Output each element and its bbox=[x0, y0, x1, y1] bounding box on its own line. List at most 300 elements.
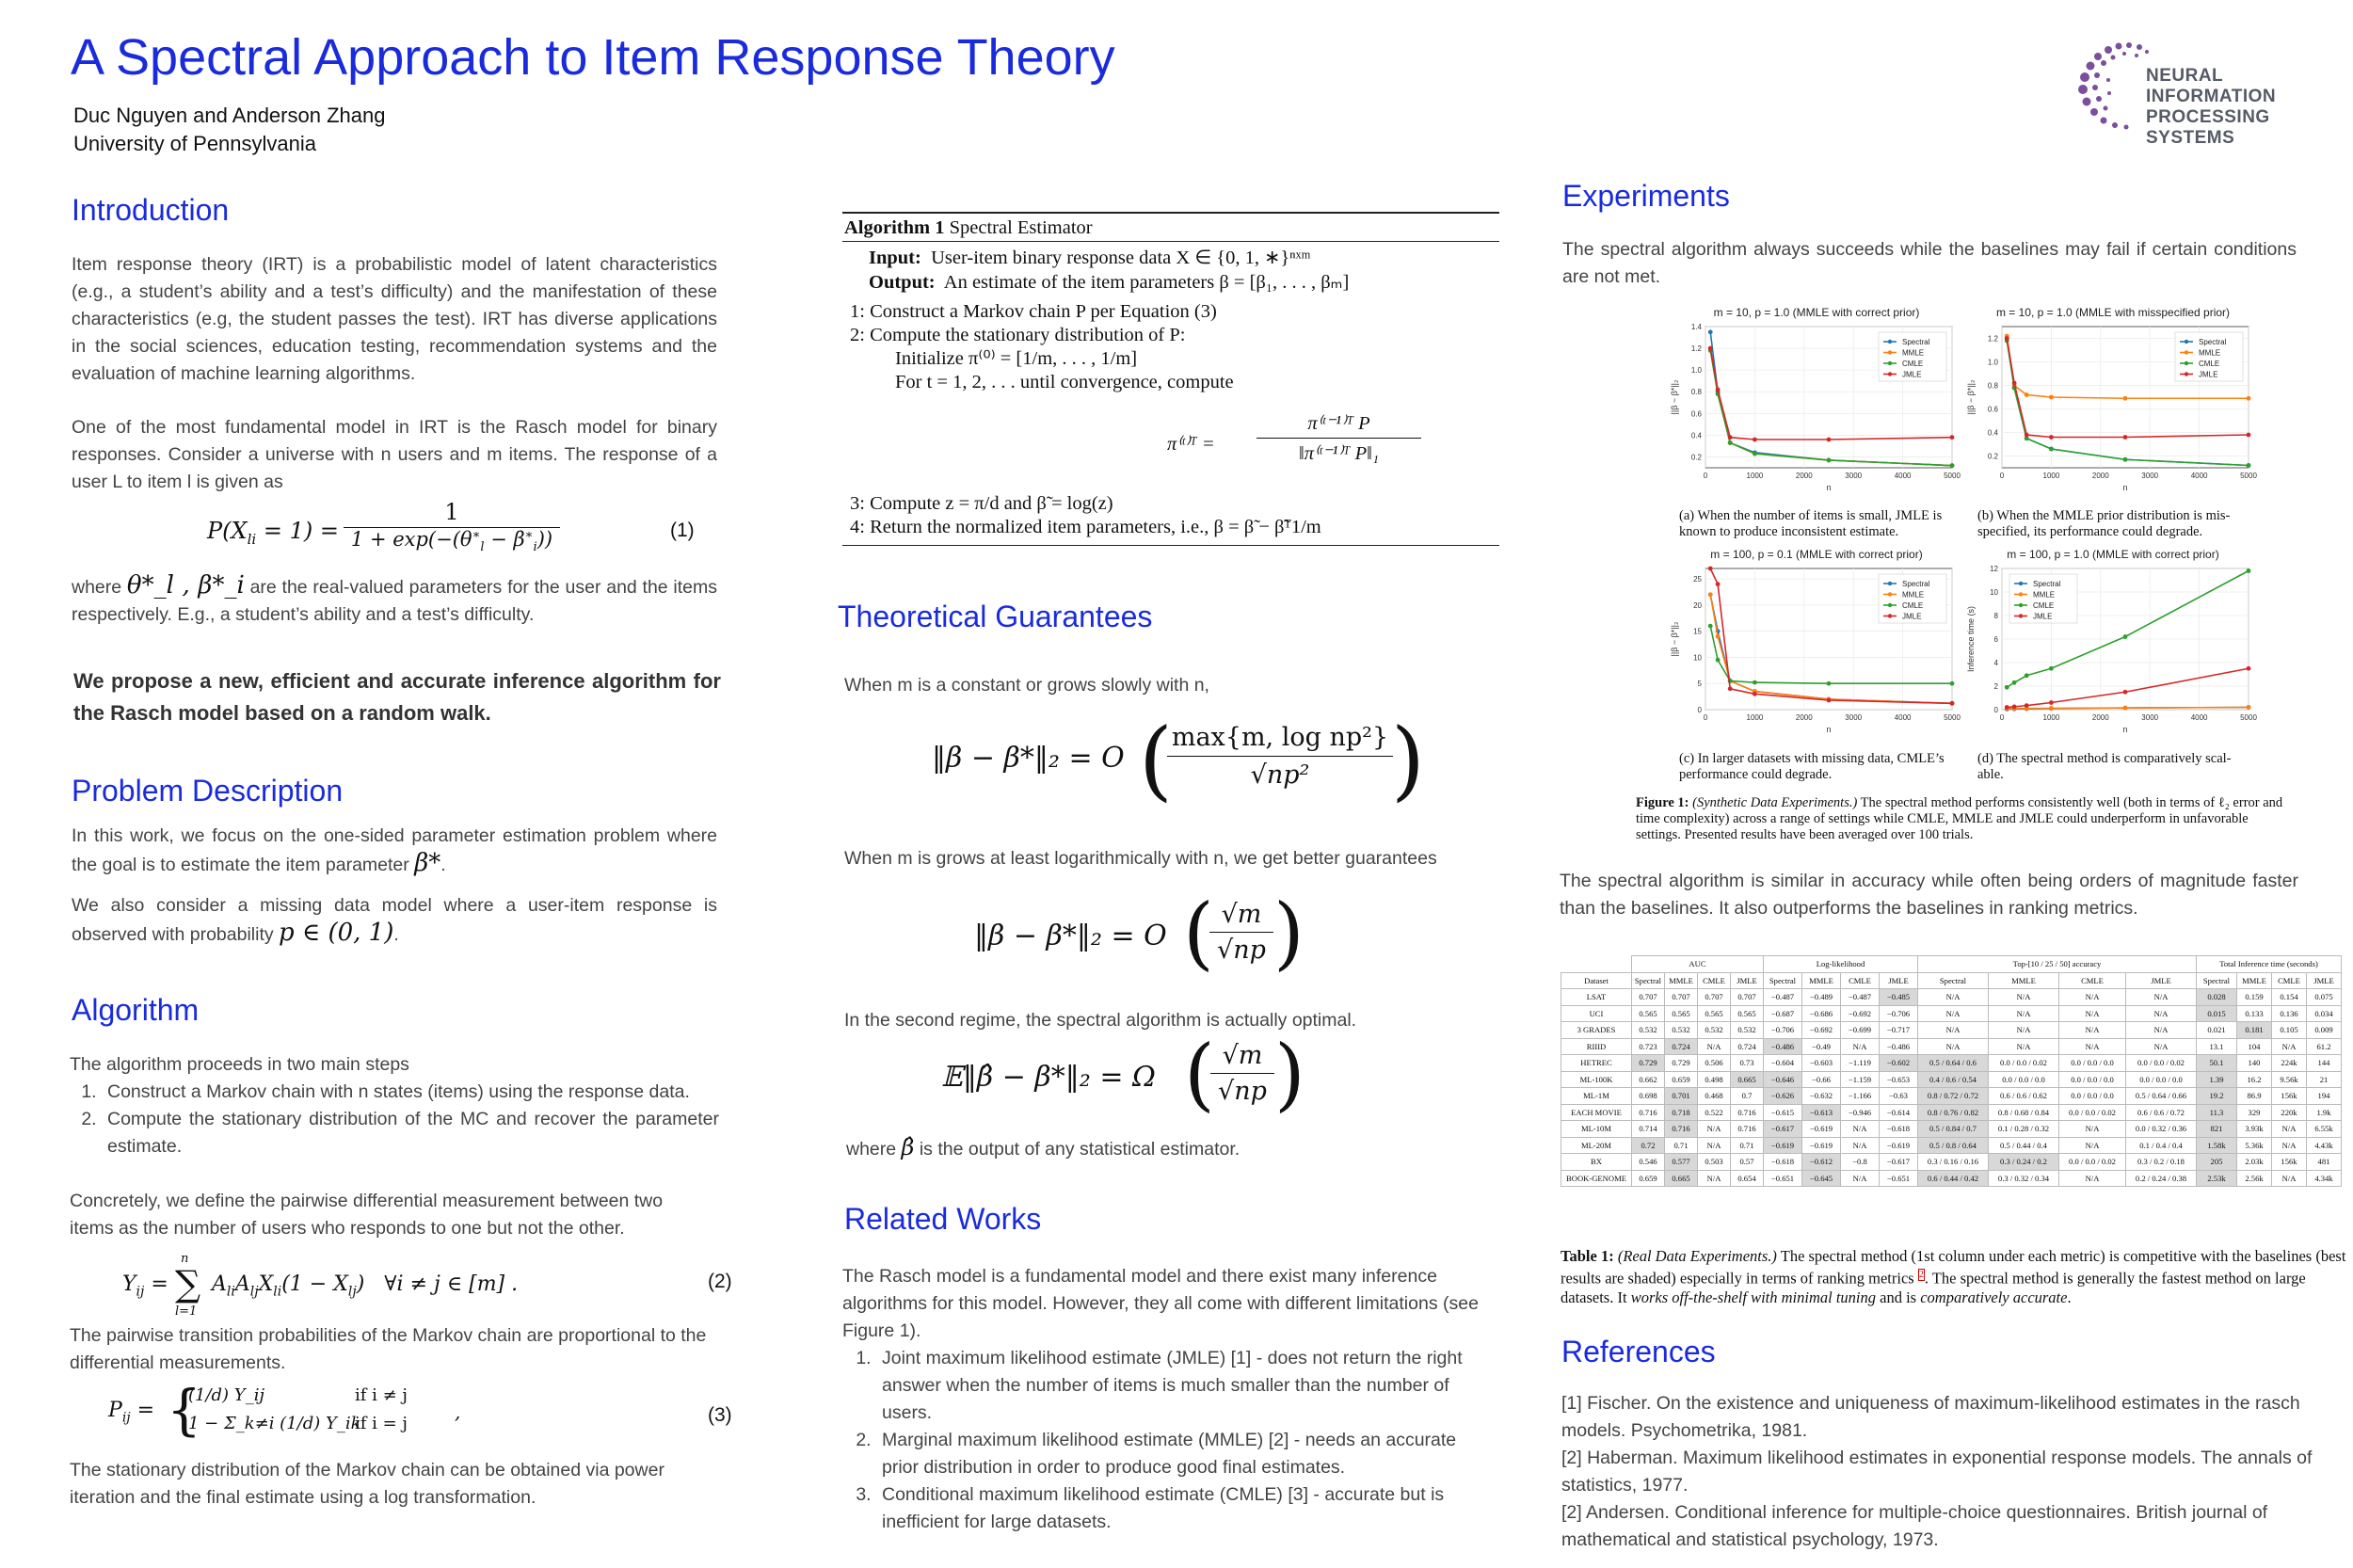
table-cell: 0.532 bbox=[1698, 1022, 1731, 1039]
table-cell: −0.604 bbox=[1764, 1055, 1802, 1072]
logo-line-2: PROCESSING SYSTEMS bbox=[2146, 107, 2270, 148]
table-caption-4: . bbox=[2067, 1288, 2072, 1306]
data-point-jmle bbox=[1716, 582, 1721, 586]
algo-title-bold: Algorithm 1 bbox=[844, 217, 945, 238]
table-cell: −0.619 bbox=[1802, 1121, 1841, 1138]
table-cell: 16.2 bbox=[2237, 1071, 2272, 1088]
x-tick-label: 2000 bbox=[1795, 472, 1813, 480]
table-row bbox=[1561, 1104, 2342, 1121]
table-cell: N/A bbox=[1698, 1038, 1731, 1055]
problem-p1-text: In this work, we focus on the one-sided parameter estimation problem where the goal is to estimate the item parameter bbox=[72, 825, 717, 875]
x-tick-label: 4000 bbox=[1894, 472, 1912, 480]
table-cell: −0.489 bbox=[1802, 989, 1841, 1006]
table-cell: 0.659 bbox=[1665, 1071, 1698, 1088]
table-cell: 0.1 / 0.4 / 0.4 bbox=[2126, 1137, 2197, 1154]
table-cell: 0.3 / 0.2 / 0.18 bbox=[2126, 1154, 2197, 1171]
table-col-header: MMLE bbox=[2237, 972, 2272, 989]
legend-marker bbox=[1888, 603, 1892, 607]
table-cell: 0.8 / 0.68 / 0.84 bbox=[1989, 1104, 2059, 1121]
table-cell: −0.699 bbox=[1841, 1022, 1880, 1039]
data-point-cmle bbox=[1827, 681, 1832, 686]
table-1-caption bbox=[1561, 1247, 2353, 1307]
data-point-jmle bbox=[2049, 700, 2054, 705]
data-point-jmle bbox=[1728, 686, 1733, 691]
table-cell: −0.946 bbox=[1841, 1104, 1880, 1121]
related-item: 2. Marginal maximum likelihood estimate (MMLE) [2] - needs an accurate prior distribution in order to produce good final estimates. bbox=[876, 1427, 1482, 1481]
table-col-header: JMLE bbox=[1731, 972, 1764, 989]
table-cell: 0.5 / 0.64 / 0.66 bbox=[2126, 1088, 2197, 1105]
theory-p4-pre: where bbox=[846, 1139, 897, 1160]
table-col-header: Spectral bbox=[1918, 972, 1989, 989]
reference-item: [1] Fischer. On the existence and uniqueness of maximum-likelihood estimates in the rasch models. Psychometrika, 1981. bbox=[1561, 1393, 2300, 1441]
table-cell: 194 bbox=[2307, 1088, 2342, 1105]
table-row bbox=[1561, 1071, 2342, 1088]
table-cell: 0.468 bbox=[1698, 1088, 1731, 1105]
eq3-cond-1: if i ≠ j bbox=[355, 1385, 408, 1405]
table-cell: N/A bbox=[2126, 1038, 2197, 1055]
table-cell: 5.36k bbox=[2237, 1137, 2272, 1154]
theory-p4 bbox=[846, 1134, 1240, 1163]
table-cell: 0.707 bbox=[1731, 989, 1764, 1006]
y-tick-label: 0.2 bbox=[1987, 452, 1998, 461]
table-cell: −0.63 bbox=[1880, 1088, 1918, 1105]
affiliation: University of Pennsylvania bbox=[73, 132, 317, 155]
table-cell: 156k bbox=[2272, 1088, 2307, 1105]
table-col-header: Spectral bbox=[2197, 972, 2237, 989]
problem-p1-end: . bbox=[440, 855, 446, 875]
table-cell: −1.159 bbox=[1841, 1071, 1880, 1088]
table-cell: 0.0 / 0.0 / 0.0 bbox=[2059, 1088, 2126, 1105]
y-tick-label: 0.4 bbox=[1987, 428, 1998, 438]
algo-line-3: 3: Compute z = π/d and β̃ = log(z) bbox=[850, 493, 1113, 514]
table-group-header: Top-[10 / 25 / 50] accuracy bbox=[1918, 956, 2197, 973]
table-cell: 11.3 bbox=[2197, 1104, 2237, 1121]
table-cell: −0.619 bbox=[1802, 1137, 1841, 1154]
table-col-header: MMLE bbox=[1802, 972, 1841, 989]
table-cell: −0.614 bbox=[1880, 1104, 1918, 1121]
table-cell: 0.665 bbox=[1665, 1170, 1698, 1187]
table-cell: 0.0 / 0.0 / 0.02 bbox=[1989, 1055, 2059, 1072]
logo-text bbox=[2146, 66, 2353, 149]
legend-label: CMLE bbox=[2199, 360, 2220, 368]
table-dataset-cell: ML-10M bbox=[1561, 1121, 1632, 1138]
table-cell: 0.015 bbox=[2197, 1005, 2237, 1022]
table-cell: 0.659 bbox=[1632, 1170, 1665, 1187]
table-cell: N/A bbox=[2059, 1038, 2126, 1055]
algo-title-text: Spectral Estimator bbox=[949, 217, 1093, 238]
table-cell: 0.71 bbox=[1665, 1137, 1698, 1154]
plot-a-svg bbox=[1666, 319, 1967, 503]
table-cell: N/A bbox=[1989, 1038, 2059, 1055]
table-cell: 0.1 / 0.28 / 0.32 bbox=[1989, 1121, 2059, 1138]
fig-caption-text: The spectral method performs consistently well (both in terms of ℓ₂ error and time complexity) across a range of settings while CMLE, MMLE and JMLE could underperform in unfavorable settings. Presented results have been averaged over 100 trials. bbox=[1636, 795, 2283, 842]
table-row bbox=[1561, 1005, 2342, 1022]
table-cell: −0.619 bbox=[1880, 1137, 1918, 1154]
table-cell: −0.687 bbox=[1764, 1005, 1802, 1022]
legend-label: JMLE bbox=[1902, 612, 1922, 621]
table-dataset-cell: ML-100K bbox=[1561, 1071, 1632, 1088]
y-axis-label: Inference time (s) bbox=[1966, 605, 1976, 673]
data-point-jmle bbox=[2025, 433, 2029, 438]
legend-marker bbox=[2185, 361, 2188, 365]
data-point-mmle bbox=[2049, 395, 2054, 400]
algorithm-heading: Algorithm bbox=[72, 993, 200, 1027]
table-row bbox=[1561, 1154, 2342, 1171]
table-cell: 0.136 bbox=[2272, 1005, 2307, 1022]
x-tick-label: 4000 bbox=[1894, 713, 1912, 722]
x-tick-label: 3000 bbox=[2141, 713, 2159, 722]
table-cell: −0.66 bbox=[1802, 1071, 1841, 1088]
data-point-cmle bbox=[2049, 666, 2054, 671]
data-point-jmle bbox=[1708, 346, 1713, 351]
x-tick-label: 3000 bbox=[2141, 472, 2159, 480]
table-cell: 0.565 bbox=[1731, 1005, 1764, 1022]
table-cell: 0.075 bbox=[2307, 989, 2342, 1006]
x-tick-label: 0 bbox=[1703, 472, 1708, 480]
table-dataset-cell: EACH MOVIE bbox=[1561, 1104, 1632, 1121]
poster-title: A Spectral Approach to Item Response Theory bbox=[71, 29, 1115, 86]
eqC-lhs: 𝔼‖β̂ − β*‖₂ = Ω bbox=[941, 1061, 1156, 1094]
table-cell: 0.6 / 0.6 / 0.62 bbox=[1989, 1088, 2059, 1105]
y-tick-label: 0.8 bbox=[1987, 381, 1998, 391]
table-cell: 0.028 bbox=[2197, 989, 2237, 1006]
table-cell: 0.8 / 0.76 / 0.82 bbox=[1918, 1104, 1989, 1121]
algo-eq-num: π⁽ᵗ⁻¹⁾ᵀ P bbox=[1257, 411, 1421, 439]
table-cell: 0.577 bbox=[1665, 1154, 1698, 1171]
related-list bbox=[842, 1345, 1482, 1536]
legend-marker bbox=[2185, 340, 2188, 344]
table-cell: N/A bbox=[2126, 1005, 2197, 1022]
data-point-jmle bbox=[2049, 435, 2054, 440]
table-row bbox=[1561, 1088, 2342, 1105]
table-dataset-cell: 3 GRADES bbox=[1561, 1022, 1632, 1039]
table-cell: 0.654 bbox=[1731, 1170, 1764, 1187]
fig-italic: (Synthetic Data Experiments.) bbox=[1692, 795, 1858, 810]
table-cell: −0.485 bbox=[1880, 989, 1918, 1006]
table-cell: −0.8 bbox=[1841, 1154, 1880, 1171]
legend-label: CMLE bbox=[2033, 601, 2055, 610]
table-cell: 1.9k bbox=[2307, 1104, 2342, 1121]
table-row bbox=[1561, 1055, 2342, 1072]
table-cell: N/A bbox=[2059, 1121, 2126, 1138]
legend-marker bbox=[2019, 582, 2023, 585]
legend-marker bbox=[1888, 614, 1892, 617]
fig-label: Figure 1: bbox=[1636, 795, 1689, 810]
table-cell: −0.717 bbox=[1880, 1022, 1918, 1039]
legend-label: MMLE bbox=[1902, 590, 1925, 600]
table-caption-it2: comparatively accurate bbox=[1920, 1288, 2068, 1306]
y-tick-label: 1.0 bbox=[1690, 366, 1702, 376]
y-tick-label: 0 bbox=[1993, 706, 1998, 714]
table-dataset-cell: ML-1M bbox=[1561, 1088, 1632, 1105]
algorithm-step: 2. Compute the stationary distribution of the MC and recover the parameter estimate. bbox=[102, 1106, 719, 1160]
table-cell: 0.729 bbox=[1632, 1055, 1665, 1072]
table-cell: N/A bbox=[1841, 1038, 1880, 1055]
table-dataset-cell: RIIID bbox=[1561, 1038, 1632, 1055]
y-axis-label: ||β − β*||₂ bbox=[1670, 621, 1679, 657]
y-tick-label: 1.0 bbox=[1987, 358, 1998, 367]
x-axis-label: n bbox=[1826, 725, 1832, 734]
table-cell: 0.0 / 0.0 / 0.02 bbox=[2059, 1104, 2126, 1121]
table-cell: 0.159 bbox=[2237, 989, 2272, 1006]
table-caption-1: The spectral method (1st column under each metric) is competitive with the baselines (best results are shaded) especially in terms of ranking metrics bbox=[1561, 1247, 2346, 1288]
table-col-header: JMLE bbox=[2126, 972, 2197, 989]
subcaption-b: (b) When the MMLE prior distribution is mis-specified, its performance could degrade. bbox=[1977, 508, 2231, 539]
where-vars: θ*_l , β*_i bbox=[126, 571, 245, 600]
intro-where bbox=[72, 572, 717, 629]
theory-heading: Theoretical Guarantees bbox=[838, 600, 1153, 633]
table-cell: 0.3 / 0.24 / 0.2 bbox=[1989, 1154, 2059, 1171]
y-tick-label: 15 bbox=[1693, 627, 1702, 636]
algorithm-intro: The algorithm proceeds in two main steps bbox=[70, 1054, 409, 1075]
data-point-mmle bbox=[2049, 706, 2054, 711]
theory-eq-b: ‖β − β*‖₂ = O ( $\frac{√m}{√np}$ ) bbox=[974, 887, 1305, 979]
table-cell: 0.0 / 0.0 / 0.02 bbox=[2126, 1055, 2197, 1072]
data-point-cmle bbox=[1716, 658, 1721, 663]
data-point-jmle bbox=[1950, 435, 1955, 440]
data-point-jmle bbox=[1708, 567, 1713, 571]
data-point-mmle bbox=[2123, 706, 2128, 711]
table-cell: 0.716 bbox=[1731, 1121, 1764, 1138]
table-dataset-cell: LSAT bbox=[1561, 989, 1632, 1006]
data-point-jmle bbox=[2005, 336, 2009, 341]
data-point-cmle bbox=[2123, 634, 2128, 639]
legend-label: JMLE bbox=[1902, 370, 1922, 379]
x-tick-label: 0 bbox=[1999, 472, 2005, 480]
data-point-jmle bbox=[1753, 692, 1757, 696]
table-cell: N/A bbox=[1989, 1005, 2059, 1022]
table-cell: N/A bbox=[1698, 1121, 1731, 1138]
plot-b-svg bbox=[1962, 319, 2264, 503]
plot-a-title: m = 10, p = 1.0 (MMLE with correct prior) bbox=[1713, 306, 1920, 319]
table-cell: 0.498 bbox=[1698, 1071, 1731, 1088]
plot-b bbox=[1962, 306, 2264, 504]
legend-marker bbox=[1888, 582, 1892, 585]
table-dataset-cell: ML-20M bbox=[1561, 1137, 1632, 1154]
results-table bbox=[1561, 955, 2342, 1187]
intro-heading: Introduction bbox=[72, 193, 230, 227]
table-cell: 0.154 bbox=[2272, 989, 2307, 1006]
data-point-jmle bbox=[2123, 690, 2128, 695]
table-dataset-cell: UCI bbox=[1561, 1005, 1632, 1022]
table-cell: 1.39 bbox=[2197, 1071, 2237, 1088]
subcaption-c: (c) In larger datasets with missing data, CMLE’s performance could degrade. bbox=[1679, 751, 1945, 782]
table-cell: 0.729 bbox=[1665, 1055, 1698, 1072]
y-tick-label: 0.4 bbox=[1690, 431, 1702, 440]
table-cell: −0.612 bbox=[1802, 1154, 1841, 1171]
equation-2: $Y_{ij}$ = n ∑ l=1 $A_{li}A_{lj}X_{li}(1 - X_{lj})$ ∀i ≠ j ∈ [m] . bbox=[122, 1252, 519, 1319]
theory-p3: In the second regime, the spectral algorithm is actually optimal. bbox=[844, 1010, 1357, 1031]
table-cell: 21 bbox=[2307, 1071, 2342, 1088]
eq1-number: (1) bbox=[670, 520, 695, 541]
table-cell: 3.93k bbox=[2237, 1121, 2272, 1138]
table-row bbox=[1561, 1170, 2342, 1187]
table-cell: 0.716 bbox=[1665, 1121, 1698, 1138]
x-tick-label: 5000 bbox=[1944, 472, 1961, 480]
table-cell: 104 bbox=[2237, 1038, 2272, 1055]
logo-line-1: NEURAL INFORMATION bbox=[2146, 66, 2277, 106]
data-point-jmle bbox=[2012, 381, 2017, 386]
table-cell: N/A bbox=[1841, 1137, 1880, 1154]
algo-line-4: 4: Return the normalized item parameters, i.e., β = β̃ − β̃ᵀ1/m bbox=[850, 517, 1321, 537]
table-cell: 0.503 bbox=[1698, 1154, 1731, 1171]
table-col-header: MMLE bbox=[1665, 972, 1698, 989]
table-cell: 0.71 bbox=[1731, 1137, 1764, 1154]
table-cell: 0.133 bbox=[2237, 1005, 2272, 1022]
algorithm-p2: Concretely, we define the pairwise differential measurement between two items as the number of users who responds to one but not the other. bbox=[70, 1191, 664, 1239]
table-caption-it1: works off-the-shelf with minimal tuning bbox=[1630, 1288, 1877, 1306]
problem-p1-var: β* bbox=[414, 849, 441, 877]
table-cell: 0.707 bbox=[1632, 989, 1665, 1006]
table-cell: N/A bbox=[2126, 989, 2197, 1006]
table-row bbox=[1561, 1038, 2342, 1055]
table-cell: N/A bbox=[2272, 1137, 2307, 1154]
intro-p1: Item response theory (IRT) is a probabilistic model of latent characteristics (e.g., a student’s ability and a test’s difficulty) and the manifestation of these characteristics (e.g, the student passes the test). IRT has diverse applications in the social sciences, education testing, recommendation systems and the evaluation of machine learning algorithms. bbox=[72, 254, 717, 384]
experiments-heading: Experiments bbox=[1562, 179, 1730, 213]
table-cell: −0.487 bbox=[1841, 989, 1880, 1006]
eqB-lhs: ‖β − β*‖₂ = O bbox=[974, 920, 1167, 952]
table-ref-link[interactable]: 2 bbox=[1918, 1270, 1924, 1280]
table-italic: (Real Data Experiments.) bbox=[1617, 1247, 1777, 1265]
y-tick-label: 4 bbox=[1993, 659, 1998, 667]
y-tick-label: 0.2 bbox=[1690, 453, 1702, 462]
x-tick-label: 4000 bbox=[2190, 713, 2208, 722]
table-cell: −0.617 bbox=[1764, 1121, 1802, 1138]
intro-bold-claim: We propose a new, efficient and accurate inference algorithm for the Rasch model based on a random walk. bbox=[73, 669, 721, 725]
table-cell: 0.6 / 0.44 / 0.42 bbox=[1918, 1170, 1989, 1187]
table-cell: 0.565 bbox=[1698, 1005, 1731, 1022]
legend-marker bbox=[1888, 340, 1892, 344]
data-point-cmle bbox=[2049, 447, 2054, 452]
table-cell: −0.602 bbox=[1880, 1055, 1918, 1072]
plot-d bbox=[1962, 548, 2264, 745]
table-cell: 0.3 / 0.32 / 0.34 bbox=[1989, 1170, 2059, 1187]
table-dataset-cell: BX bbox=[1561, 1154, 1632, 1171]
data-point-jmle bbox=[1716, 388, 1721, 392]
legend-label: Spectral bbox=[1902, 338, 1930, 346]
table-cell: 0.532 bbox=[1632, 1022, 1665, 1039]
table-cell: 0.8 / 0.72 / 0.72 bbox=[1918, 1088, 1989, 1105]
data-point-jmle bbox=[2025, 703, 2029, 708]
table-cell: −0.645 bbox=[1802, 1170, 1841, 1187]
legend-marker bbox=[2185, 350, 2188, 354]
data-point-mmle bbox=[2247, 396, 2251, 401]
legend-marker bbox=[2019, 603, 2023, 607]
eq2-number: (2) bbox=[708, 1271, 732, 1292]
data-point-mmle bbox=[1708, 592, 1713, 597]
data-point-jmle bbox=[2123, 435, 2128, 440]
authors: Duc Nguyen and Anderson Zhang bbox=[73, 104, 386, 127]
table-cell: 0.707 bbox=[1698, 989, 1731, 1006]
related-body bbox=[842, 1263, 1482, 1536]
table-cell: N/A bbox=[2059, 989, 2126, 1006]
table-cell: 6.55k bbox=[2307, 1121, 2342, 1138]
y-tick-label: 20 bbox=[1693, 600, 1702, 610]
table-row bbox=[1561, 989, 2342, 1006]
data-point-cmle bbox=[2025, 673, 2029, 678]
table-cell: 0.5 / 0.84 / 0.7 bbox=[1918, 1121, 1989, 1138]
eqA-den: √np² bbox=[1250, 760, 1310, 790]
data-point-cmle bbox=[1708, 624, 1713, 629]
algorithm-p4: The stationary distribution of the Markov chain can be obtained via power iteration and the final estimate using a log transformation. bbox=[70, 1460, 664, 1508]
table-row bbox=[1561, 1137, 2342, 1154]
algo-line-1: 1: Construct a Markov chain P per Equation (3) bbox=[850, 301, 1217, 322]
legend-marker bbox=[1888, 372, 1892, 376]
table-group-header: AUC bbox=[1632, 956, 1764, 973]
data-point-mmle bbox=[1716, 634, 1721, 639]
x-tick-label: 1000 bbox=[1746, 713, 1764, 722]
data-point-jmle bbox=[1950, 701, 1955, 706]
table-cell: 9.56k bbox=[2272, 1071, 2307, 1088]
legend-marker bbox=[1888, 592, 1892, 596]
where-word: where bbox=[72, 577, 122, 598]
data-point-jmle bbox=[2005, 705, 2009, 710]
data-point-jmle bbox=[1827, 698, 1832, 703]
table-cell: 0.714 bbox=[1632, 1121, 1665, 1138]
theory-p1: When m is a constant or grows slowly with n, bbox=[844, 675, 1209, 696]
plot-d-title: m = 100, p = 1.0 (MMLE with correct prior) bbox=[2007, 548, 2219, 561]
table-cell: 86.9 bbox=[2237, 1088, 2272, 1105]
table-cell: 0.3 / 0.16 / 0.16 bbox=[1918, 1154, 1989, 1171]
x-tick-label: 0 bbox=[1703, 713, 1708, 722]
y-tick-label: 2 bbox=[1993, 682, 1998, 691]
theory-eq-a: ‖β − β*‖₂ = O ( max{m, log np²} √np² ) bbox=[932, 710, 1425, 810]
problem-p2-text: We also consider a missing data model where a user-item response is observed with probability bbox=[72, 895, 717, 945]
table-dataset-cell: BOOK-GENOME bbox=[1561, 1170, 1632, 1187]
table-cell: 0.724 bbox=[1731, 1038, 1764, 1055]
theory-p4-post: is the output of any statistical estimator. bbox=[919, 1139, 1241, 1160]
table-cell: N/A bbox=[1918, 1038, 1989, 1055]
y-tick-label: 6 bbox=[1993, 635, 1998, 644]
table-col-header: JMLE bbox=[1880, 972, 1918, 989]
data-point-cmle bbox=[1827, 458, 1832, 463]
y-tick-label: 1.2 bbox=[1987, 334, 1998, 344]
algo-output-label: Output: bbox=[869, 272, 936, 293]
problem-p2-var: p ∈ (0, 1) bbox=[279, 919, 394, 947]
algo-input bbox=[869, 246, 1499, 270]
y-tick-label: 5 bbox=[1697, 680, 1702, 689]
table-cell: 0.723 bbox=[1632, 1038, 1665, 1055]
table-cell: −0.692 bbox=[1841, 1005, 1880, 1022]
algo-input-label: Input: bbox=[869, 248, 921, 268]
table-cell: N/A bbox=[2059, 1137, 2126, 1154]
algo-update-equation bbox=[842, 394, 1499, 488]
table-cell: 0.009 bbox=[2307, 1022, 2342, 1039]
eq3-cond-2: if i = j bbox=[355, 1414, 408, 1433]
x-tick-label: 0 bbox=[1999, 713, 2005, 722]
table-cell: −0.651 bbox=[1880, 1170, 1918, 1187]
algorithm-box bbox=[842, 212, 1499, 546]
table-cell: 0.0 / 0.32 / 0.36 bbox=[2126, 1121, 2197, 1138]
problem-heading: Problem Description bbox=[72, 774, 344, 808]
table-cell: −0.686 bbox=[1802, 1005, 1841, 1022]
results-table-wrap bbox=[1561, 955, 2342, 1187]
table-cell: 0.707 bbox=[1665, 989, 1698, 1006]
algorithm-step: 1. Construct a Markov chain with n states (items) using the response data. bbox=[102, 1079, 719, 1106]
table-cell: N/A bbox=[1841, 1170, 1880, 1187]
y-axis-label: ||β − β*||₂ bbox=[1670, 379, 1679, 415]
eqA-num: max{m, log np²} bbox=[1167, 723, 1393, 757]
table-cell: 0.105 bbox=[2272, 1022, 2307, 1039]
table-cell: N/A bbox=[1989, 1022, 2059, 1039]
y-tick-label: 10 bbox=[1693, 653, 1702, 663]
related-heading: Related Works bbox=[844, 1202, 1042, 1236]
eqB-num: √m bbox=[1209, 900, 1273, 933]
references-list bbox=[1561, 1390, 2314, 1554]
related-p1: The Rasch model is a fundamental model and there exist many inference algorithms for this model. However, they all come with different limitations (see Figure 1). bbox=[842, 1266, 1479, 1341]
table-cell: N/A bbox=[2059, 1005, 2126, 1022]
legend-label: MMLE bbox=[2199, 348, 2221, 358]
